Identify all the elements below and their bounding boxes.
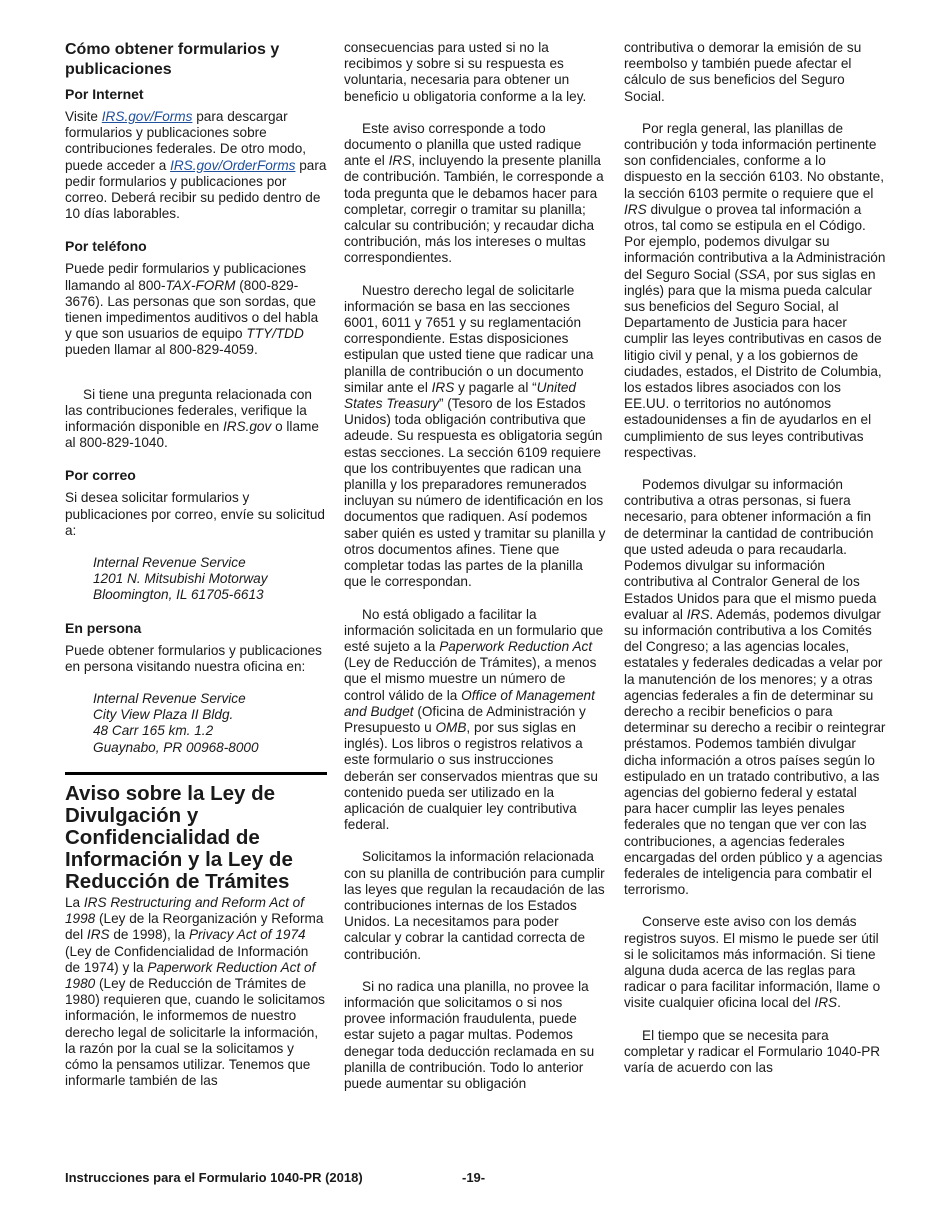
section-divider bbox=[65, 772, 327, 775]
mail-paragraph: Si desea solicitar formularios y publicaciones por correo, envíe su solicitud a: bbox=[65, 490, 325, 538]
office-address: Internal Revenue Service City View Plaza II Bldg. 48 Carr 165 km. 1.2 Guaynabo, PR 00968-8000 bbox=[93, 691, 259, 755]
column-right bbox=[624, 40, 886, 1076]
column-left bbox=[65, 40, 327, 1089]
in-person-heading: En persona bbox=[65, 619, 142, 636]
paragraph: Este aviso corresponde a todo documento o planilla que usted radique ante el IRS, incluyendo la presente planilla de contribución. También, le corresponde a toda pregunta que le debamos hacer para completar, corregir o tramitar su planilla; calcular su contribución; y recaudar dicha contribución, más los intereses o multas correspondientes. bbox=[344, 120, 604, 266]
paragraph: consecuencias para usted si no la recibimos y sobre si su respuesta es voluntaria, necesaria para obtener un beneficio u obligatoria conforme a la ley. bbox=[344, 40, 587, 104]
paragraph: Conserve este aviso con los demás registros suyos. El mismo le puede ser útil si le solicitamos más información. Si tiene alguna duda acerca de las reglas para radicar o para facilitar información, llame o visite cualquier oficina local del IRS. bbox=[624, 914, 881, 1011]
irs-orderforms-link[interactable]: IRS.gov/OrderForms bbox=[170, 157, 296, 173]
paragraph: El tiempo que se necesita para completar y radicar el Formulario 1040-PR varía de acuerdo con las bbox=[624, 1027, 881, 1075]
paragraph: Solicitamos la información relacionada con su planilla de contribución para cumplir las leyes que regulan la recaudación de las contribuciones internas de los Estados Unidos. La necesitamos para poder calcular y cobrar la cantidad correcta de contribución. bbox=[344, 849, 605, 962]
phone-heading: Por teléfono bbox=[65, 238, 147, 255]
question-paragraph: Si tiene una pregunta relacionada con las contribuciones federales, verifique la información disponible en IRS.gov o llame al 800-829-1040. bbox=[65, 386, 319, 451]
internet-paragraph: Visite IRS.gov/Forms para descargar formularios y publicaciones sobre contribuciones federales. De otro modo, puede acceder a IRS.gov/OrderForms para pedir formularios y publicaciones por correo. Deberá recibir su pedido dentro de 10 días laborables. bbox=[65, 109, 327, 222]
mail-address: Internal Revenue Service 1201 N. Mitsubishi Motorway Bloomington, IL 61705-6613 bbox=[93, 555, 268, 603]
paragraph: Nuestro derecho legal de solicitarle información se basa en las secciones 6001, 6011 y 7651 y su reglamentación correspondiente. Estas disposiciones estipulan que usted tiene que radicar una planilla de contribución o un documento similar ante el IRS y pagarle al “United States Treasury” (Tesoro de los Estados Unidos) toda obligación contributiva que adeude. Su respuesta es obligatoria según estas secciones. La sección 6109 requiere que los contribuyentes que radican una planilla y los preparadores remunerados incluyan su número de identificación en los documentos que radiquen. Así podemos saber quién es usted y tramitar su planilla y otros documentos afines. Tiene que completar todas las partes de la planilla que le correspondan. bbox=[344, 282, 606, 590]
internet-heading: Por Internet bbox=[65, 86, 144, 102]
footer-title: Instrucciones para el Formulario 1040-PR (2018) bbox=[65, 1170, 363, 1185]
phone-paragraph: Puede pedir formularios y publicaciones llamando al 800-TAX-FORM (800-829-3676). Las personas que son sordas, que tienen impedimentos auditivos o del habla y que son usuarios de equipo TTY/TDD pueden llamar al 800-829-4059. bbox=[65, 261, 319, 358]
column-middle bbox=[344, 40, 606, 1092]
paragraph: Podemos divulgar su información contributiva a otras personas, si fuera necesario, para obtener información a fin de determinar la cantidad de contribución que usted adeuda o para recaudarla. Podemos divulgar su información contributiva al Contralor General de los Estados Unidos para que el mismo pueda evaluar al IRS. Además, podemos divulgar su información contributiva a los Comités del Congreso; a las agencias locales, estatales y federales dedicadas a velar por la manutención de los menores; y a otras agencias federales a fin de determinar su derecho a recibir beneficios o para determinar su derecho a recibir o reintegrar préstamos. Podemos también divulgar dicha información a otros países según lo estipulado en un tratado contributivo, a las agencias del gobierno federal y estatal para hacer cumplir las leyes penales federales que no tengan que ver con las contribuciones, a agencias federales encargadas del orden público y a agencias federales de inteligencia para combatir el terrorismo. bbox=[624, 477, 886, 898]
notice-heading: Aviso sobre la Ley de Divulgación y Confidencialidad de Información y la Ley de Reducción de Trámites bbox=[65, 781, 293, 893]
paragraph: contributiva o demorar la emisión de su reembolso y también puede afectar el cálculo de sus beneficios del Seguro Social. bbox=[624, 40, 862, 104]
page-number: -19- bbox=[462, 1170, 486, 1185]
paragraph: Si no radica una planilla, no provee la información que solicitamos o si nos provee información fraudulenta, puede estar sujeto a pagar multas. Podemos denegar toda deducción reclamada en su planilla de contribución. Todo lo anterior puede aumentar su obligación bbox=[344, 978, 595, 1091]
irs-forms-link[interactable]: IRS.gov/Forms bbox=[101, 109, 193, 124]
in-person-paragraph: Puede obtener formularios y publicaciones en persona visitando nuestra oficina en: bbox=[65, 642, 322, 674]
notice-paragraph: La IRS Restructuring and Reform Act of 1998 (Ley de la Reorganización y Reforma del IRS de 1998), la Privacy Act of 1974 (Ley de Confidencialidad de Información de 1974) y la Paperwork Reduction Act of 1980 (Ley de Reducción de Trámites de 1980) requieren que, cuando le solicitamos información, le informemos de nuestro derecho legal de solicitarle la información, la razón por la cual se la solicitamos y cómo la pensamos utilizar. Tenemos que informarle también de las bbox=[65, 894, 325, 1089]
mail-heading: Por correo bbox=[65, 467, 136, 484]
forms-title: Cómo obtener formularios y publicaciones bbox=[65, 41, 280, 78]
paragraph: No está obligado a facilitar la información solicitada en un formulario que esté sujeto a la Paperwork Reduction Act (Ley de Reducción de Trámites), a menos que el mismo muestre un número de control válido de la Office of Management and Budget (Oficina de Administración y Presupuesto u OMB, por sus siglas en inglés). Los libros o registros relativos a este formulario o sus instrucciones deberán ser conservados mientras que su contenido pueda ser utilizado en la aplicación de cualquier ley contributiva federal. bbox=[344, 606, 604, 833]
paragraph: Por regla general, las planillas de contribución y toda información pertinente son confidenciales, conforme a lo dispuesto en la sección 6103. No obstante, la sección 6103 permite o requiere que el IRS divulgue o provea tal información a otros, tal como se estipula en el Código. Por ejemplo, podemos divulgar su información contributiva a la Administración del Seguro Social (SSA, por sus siglas en inglés) para que la misma pueda calcular sus beneficios del Seguro Social, al Departamento de Justicia para hacer cumplir las leyes contributivas en casos de litigio civil y penal, y a los gobiernos de ciudades, estados, el Distrito de Columbia, los estados libres asociados con los EE.UU. o territorios no autónomos estadounidenses a fin de ayudarlos en el cumplimiento de sus leyes contributivas respectivas. bbox=[624, 120, 886, 460]
